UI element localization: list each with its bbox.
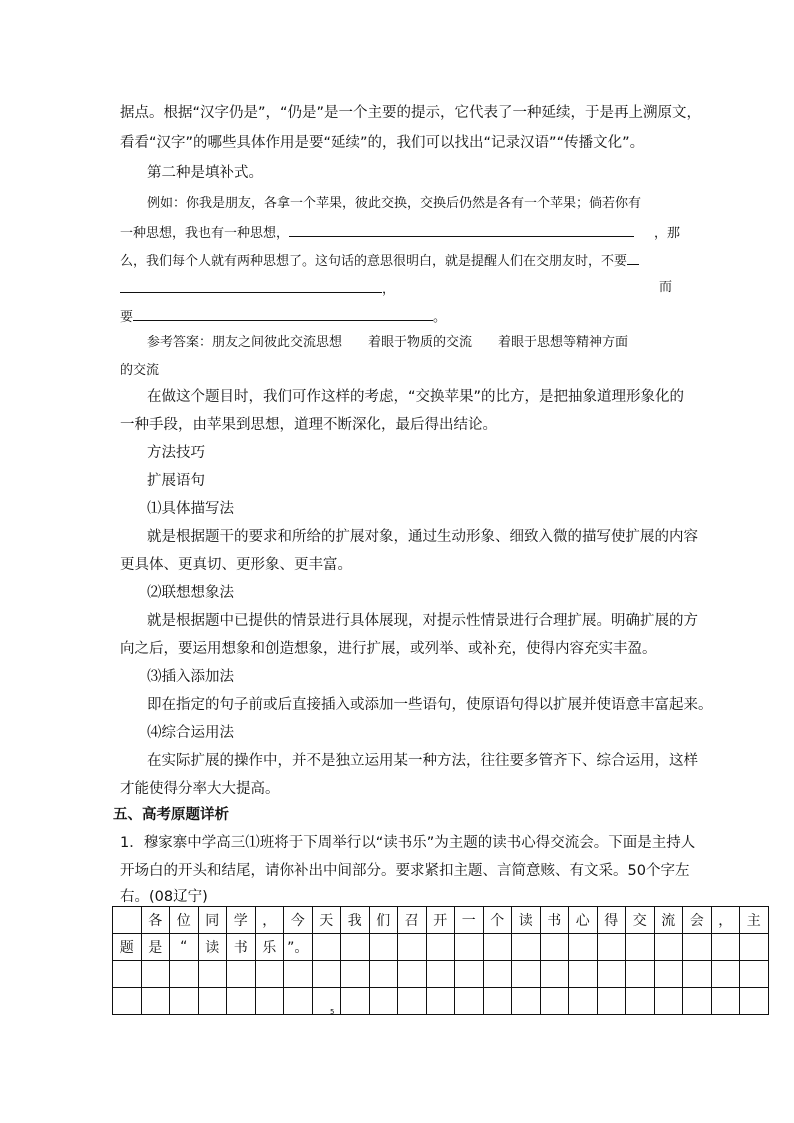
- fill-blank[interactable]: [133, 306, 433, 321]
- grid-cell[interactable]: [626, 961, 655, 988]
- grid-cell[interactable]: [569, 934, 598, 961]
- method-title: ⑴具体描写法: [147, 501, 234, 517]
- example-line: [120, 250, 639, 272]
- grid-cell[interactable]: ”。: [284, 934, 313, 961]
- example-line: [120, 306, 446, 328]
- grid-cell[interactable]: [170, 988, 199, 1015]
- grid-cell[interactable]: [597, 988, 626, 1015]
- grid-cell[interactable]: [597, 934, 626, 961]
- grid-cell[interactable]: [341, 934, 370, 961]
- grid-cell[interactable]: [683, 961, 712, 988]
- example-text: 。: [433, 310, 447, 325]
- grid-cell[interactable]: [227, 961, 256, 988]
- grid-cell[interactable]: [284, 961, 313, 988]
- paragraph-line: 就是根据题干的要求和所给的扩展对象，通过生动形象、细致入微的描写使扩展的内容: [147, 529, 698, 545]
- grid-cell[interactable]: 读: [198, 934, 227, 961]
- grid-cell[interactable]: 学: [227, 907, 256, 934]
- grid-cell[interactable]: [312, 988, 341, 1015]
- example-text: 要: [120, 310, 134, 325]
- grid-cell[interactable]: 召: [398, 907, 427, 934]
- grid-cell[interactable]: 我: [341, 907, 370, 934]
- grid-cell[interactable]: 得: [597, 907, 626, 934]
- grid-cell[interactable]: [711, 934, 740, 961]
- grid-cell[interactable]: [540, 961, 569, 988]
- grid-cell[interactable]: 心: [569, 907, 598, 934]
- grid-cell[interactable]: [455, 988, 484, 1015]
- page-number: 5: [330, 1008, 335, 1016]
- paragraph-line: 一种手段，由苹果到思想，道理不断深化，最后得出结论。: [120, 417, 497, 433]
- grid-cell[interactable]: [141, 988, 170, 1015]
- grid-cell[interactable]: [113, 961, 142, 988]
- example-line: [120, 278, 672, 300]
- heading-expand: 扩展语句: [147, 473, 205, 489]
- grid-cell[interactable]: ，: [255, 907, 284, 934]
- grid-cell[interactable]: [626, 988, 655, 1015]
- grid-cell[interactable]: [255, 961, 284, 988]
- grid-cell[interactable]: 一: [455, 907, 484, 934]
- example-text: ，那: [654, 226, 681, 241]
- grid-cell[interactable]: [255, 988, 284, 1015]
- grid-cell[interactable]: [512, 934, 541, 961]
- grid-cell[interactable]: [398, 934, 427, 961]
- grid-cell[interactable]: 个: [483, 907, 512, 934]
- grid-cell[interactable]: [654, 934, 683, 961]
- method-title: ⑷综合运用法: [147, 725, 234, 741]
- grid-cell[interactable]: 会: [683, 907, 712, 934]
- grid-cell[interactable]: [141, 961, 170, 988]
- paragraph-line: 即在指定的句子前或后直接插入或添加一些语句，使原语句得以扩展并使语意丰富起来。: [147, 697, 713, 713]
- method-title: ⑶插入添加法: [147, 669, 234, 685]
- grid-cell[interactable]: [740, 961, 769, 988]
- paragraph-line: 第二种是填补式。: [147, 165, 263, 181]
- grid-cell[interactable]: [455, 961, 484, 988]
- grid-cell[interactable]: [312, 934, 341, 961]
- grid-cell[interactable]: 天: [312, 907, 341, 934]
- grid-cell[interactable]: [512, 961, 541, 988]
- grid-cell[interactable]: [170, 961, 199, 988]
- grid-cell[interactable]: 书: [540, 907, 569, 934]
- paragraph-line: 据点。根据“汉字仍是”，“仍是”是一个主要的提示，它代表了一种延续，于是再上溯原文，: [120, 105, 702, 121]
- grid-cell[interactable]: [512, 988, 541, 1015]
- grid-cell[interactable]: [654, 961, 683, 988]
- paragraph-line: 在做这个题目时，我们可作这样的考虑，“交换苹果”的比方，是把抽象道理形象化的: [147, 389, 685, 405]
- grid-row: [113, 961, 769, 988]
- answer-line: 参考答案：朋友之间彼此交流思想 着眼于物质的交流 着眼于思想等精神方面: [147, 335, 629, 350]
- grid-cell[interactable]: [740, 988, 769, 1015]
- grid-cell[interactable]: 们: [369, 907, 398, 934]
- example-text: 而: [658, 280, 672, 295]
- grid-cell[interactable]: [369, 961, 398, 988]
- grid-cell[interactable]: [597, 961, 626, 988]
- question-line: 开场白的开头和结尾，请你补出中间部分。要求紧扣主题、言简意赅、有文采。50个字左: [120, 863, 690, 879]
- grid-cell[interactable]: [483, 961, 512, 988]
- grid-cell[interactable]: [540, 934, 569, 961]
- grid-cell[interactable]: 位: [170, 907, 199, 934]
- grid-cell[interactable]: 是: [141, 934, 170, 961]
- grid-cell[interactable]: 主: [740, 907, 769, 934]
- grid-cell[interactable]: 同: [198, 907, 227, 934]
- grid-cell[interactable]: [398, 988, 427, 1015]
- example-text: 么，我们每个人就有两种思想了。这句话的意思很明白，就是提醒人们在交朋友时，不要: [120, 254, 628, 269]
- grid-cell[interactable]: [483, 934, 512, 961]
- paragraph-line: 更具体、更真切、更形象、更丰富。: [120, 557, 352, 573]
- grid-cell[interactable]: [426, 988, 455, 1015]
- grid-cell[interactable]: ，: [711, 907, 740, 934]
- answer-line: 的交流: [120, 363, 160, 378]
- grid-cell[interactable]: [369, 988, 398, 1015]
- grid-cell[interactable]: [711, 988, 740, 1015]
- grid-cell[interactable]: [369, 934, 398, 961]
- grid-cell[interactable]: [312, 961, 341, 988]
- grid-cell[interactable]: [540, 988, 569, 1015]
- question-line: 1．穆家寨中学高三⑴班将于下周举行以“读书乐”为主题的读书心得交流会。下面是主持人: [120, 835, 696, 851]
- answer-grid[interactable]: [112, 906, 769, 1015]
- fill-blank[interactable]: [120, 278, 382, 293]
- section-title: 五、高考原题详析: [113, 807, 229, 823]
- heading-method: 方法技巧: [147, 445, 205, 461]
- grid-cell[interactable]: [683, 934, 712, 961]
- grid-cell[interactable]: 今: [284, 907, 313, 934]
- question-line: 右。(08辽宁): [120, 889, 208, 905]
- grid-cell[interactable]: [341, 988, 370, 1015]
- grid-cell[interactable]: [198, 961, 227, 988]
- grid-cell[interactable]: [113, 988, 142, 1015]
- example-text: 一种思想，我也有一种思想，: [120, 226, 290, 241]
- grid-cell[interactable]: 乐: [255, 934, 284, 961]
- grid-cell[interactable]: [426, 934, 455, 961]
- paragraph-line: 在实际扩展的操作中，并不是独立运用某一种方法，往往要多管齐下、综合运用，这样: [147, 753, 698, 769]
- grid-cell[interactable]: [569, 961, 598, 988]
- grid-cell[interactable]: [711, 961, 740, 988]
- paragraph-line: 看看“汉字”的哪些具体作用是要“延续”的，我们可以找出“记录汉语”“传播文化”。: [120, 135, 645, 151]
- grid-cell[interactable]: [654, 988, 683, 1015]
- grid-row: [113, 934, 769, 961]
- grid-cell[interactable]: [626, 934, 655, 961]
- grid-row: [113, 907, 769, 934]
- fill-blank[interactable]: [289, 222, 634, 237]
- grid-cell[interactable]: 开: [426, 907, 455, 934]
- grid-cell[interactable]: [284, 988, 313, 1015]
- grid-cell[interactable]: [569, 988, 598, 1015]
- grid-cell[interactable]: [683, 988, 712, 1015]
- grid-cell[interactable]: [198, 988, 227, 1015]
- grid-cell[interactable]: [455, 934, 484, 961]
- grid-cell[interactable]: [426, 961, 455, 988]
- grid-cell[interactable]: [341, 961, 370, 988]
- grid-cell[interactable]: 读: [512, 907, 541, 934]
- method-title: ⑵联想想象法: [147, 585, 234, 601]
- grid-cell[interactable]: 题: [113, 934, 142, 961]
- grid-row: [113, 988, 769, 1015]
- grid-cell[interactable]: 书: [227, 934, 256, 961]
- paragraph-line: 才能使得分率大大提高。: [120, 781, 280, 797]
- grid-cell[interactable]: [740, 934, 769, 961]
- paragraph-line: 向之后，要运用想象和创造想象，进行扩展，或列举、或补充，使得内容充实丰盈。: [120, 641, 657, 657]
- grid-cell[interactable]: 流: [654, 907, 683, 934]
- example-line: [120, 222, 680, 244]
- grid-cell[interactable]: [113, 907, 142, 934]
- grid-cell[interactable]: 交: [626, 907, 655, 934]
- grid-cell[interactable]: [483, 988, 512, 1015]
- example-text: ，: [382, 282, 396, 297]
- grid-cell[interactable]: 各: [141, 907, 170, 934]
- grid-cell[interactable]: “: [170, 934, 199, 961]
- example-line: 例如：你我是朋友，各拿一个苹果，彼此交换，交换后仍然是各有一个苹果；倘若你有: [147, 196, 642, 211]
- grid-cell[interactable]: [398, 961, 427, 988]
- paragraph-line: 就是根据题中已提供的情景进行具体展现，对提示性情景进行合理扩展。明确扩展的方: [147, 613, 698, 629]
- fill-blank[interactable]: [627, 250, 639, 265]
- grid-cell[interactable]: [227, 988, 256, 1015]
